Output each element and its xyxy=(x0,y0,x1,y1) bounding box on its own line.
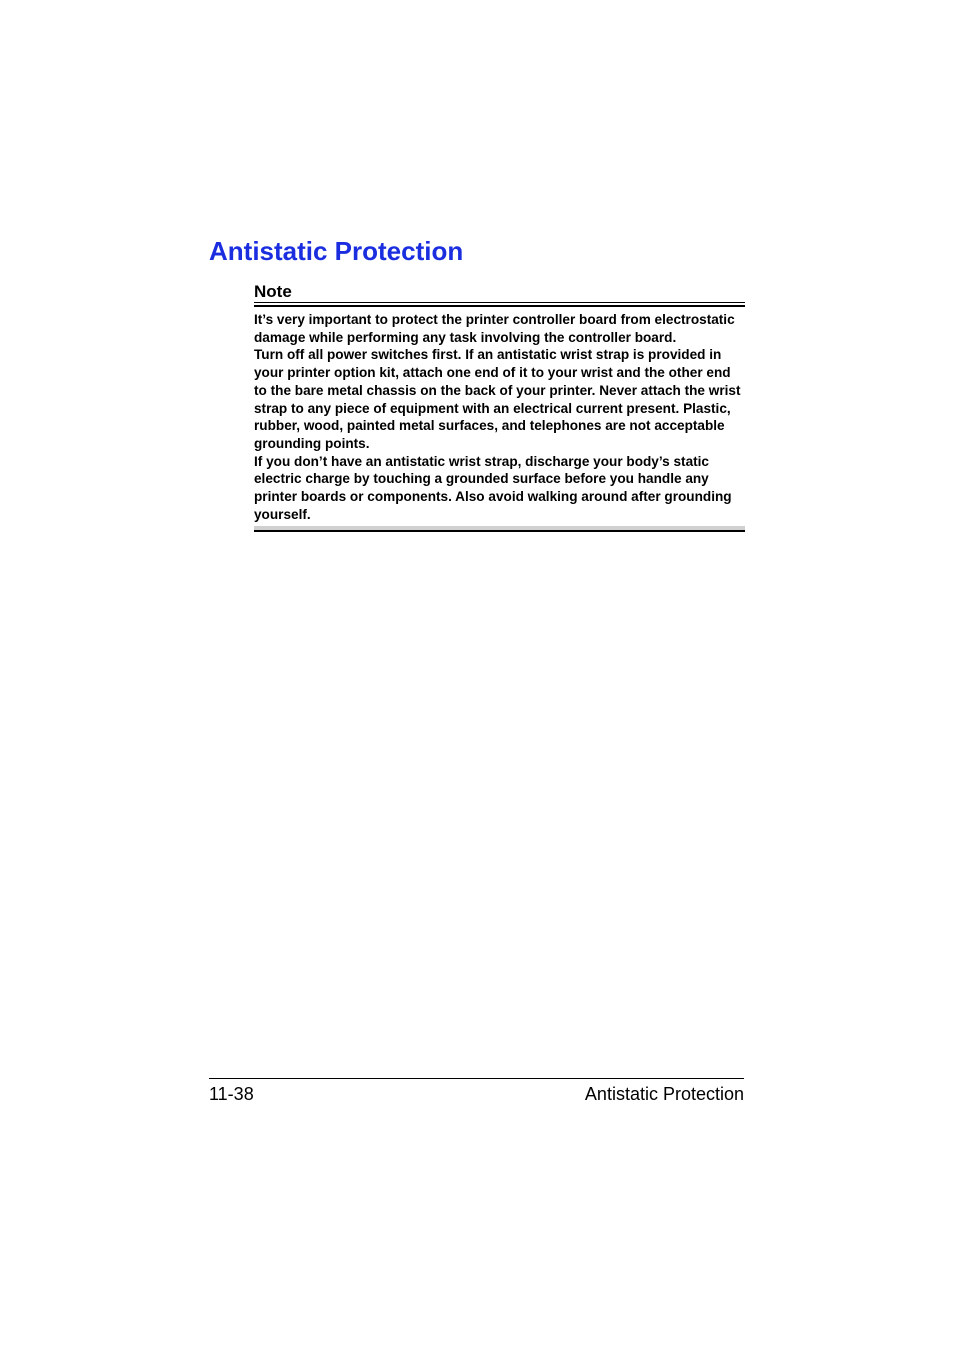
note-top-rule xyxy=(254,302,745,303)
note-bottom-rule xyxy=(254,530,745,532)
note-label: Note xyxy=(254,282,292,301)
note-top-rule-thick xyxy=(254,305,745,307)
page-number: 11-38 xyxy=(209,1084,254,1104)
footer-section-name: Antistatic Protection xyxy=(584,1084,744,1104)
note-paragraph: It’s very important to protect the printer controller board from electrostatic damage while performing any task involving the controller board. xyxy=(254,312,735,345)
note-body xyxy=(254,311,745,523)
footer-rule xyxy=(209,1078,744,1079)
note-paragraph: If you don’t have an antistatic wrist strap, discharge your body’s static electric charge by touching a grounded surface before you handle any printer boards or components. Also avoid walking around after grounding yourself. xyxy=(254,453,732,522)
section-title: Antistatic Protection xyxy=(209,236,464,266)
note-paragraph: Turn off all power switches first. If an antistatic wrist strap is provided in your printer option kit, attach one end of it to your wrist and the other end to the bare metal chassis on the back of your printer. Never attach the wrist strap to any piece of equipment with an electrical current present. Plastic, rubber, wood, painted metal surfaces, and telephones are not acceptable grounding points. xyxy=(254,347,741,451)
note-box xyxy=(254,282,745,532)
